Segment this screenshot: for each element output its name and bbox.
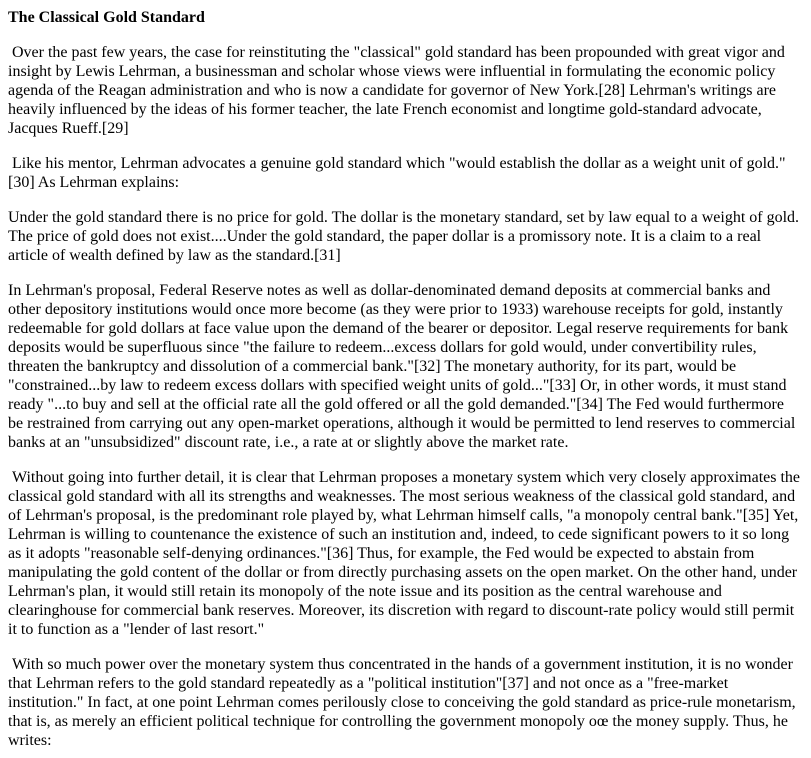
paragraph-proposal-details: In Lehrman's proposal, Federal Reserve notes as well as dollar-denominated demand deposits at commercial banks and other depository institutions would once more become (as they were prior to 1933) warehouse receipts for gold, instantly redeemable for gold dollars at face value upon the demand of the bearer or depositor. Legal reserve requirements for bank deposits would be superfluous since "the failure to redeem...excess dollars for gold would, under convertibility rules, threaten the bankruptcy and dissolution of a commercial bank."[32] The monetary authority, for its part, would be "constrained...by law to redeem excess dollars with specified weight units of gold..."[33] Or, in other words, it must stand ready "...to buy and sell at the official rate all the gold offered or all the gold demanded."[34] The Fed would furthermore be restrained from carrying out any open-market operations, although it would be permitted to lend reserves to commercial banks at an "unsubsidized" discount rate, i.e., a rate at or slightly above the market rate. bbox=[8, 282, 796, 451]
section-heading: The Classical Gold Standard bbox=[8, 9, 205, 26]
paragraph-intro-lehrman: Over the past few years, the case for reinstituting the "classical" gold standard has been propounded with great vigor and insight by Lewis Lehrman, a businessman and scholar whose views were influential in formulating the economic policy agenda of the Reagan administration and who is now a candidate for governor of New York.[28] Lehrman's writings are heavily influenced by the ideas of his former teacher, the late French economist and longtime gold-standard advocate, Jacques Rueff.[29] bbox=[8, 44, 785, 137]
document-page bbox=[8, 8, 803, 750]
paragraph-mentor: Like his mentor, Lehrman advocates a genuine gold standard which "would establish the dollar as a weight unit of gold."[30] As Lehrman explains: bbox=[8, 155, 786, 191]
paragraph-assessment: Without going into further detail, it is clear that Lehrman proposes a monetary system which very closely approximates the classical gold standard with all its strengths and weaknesses. The most serious weakness of the classical gold standard, and of Lehrman's proposal, is the predominant role played by, what Lehrman himself calls, "a monopoly central bank."[35] Yet, Lehrman is willing to countenance the existence of such an institution and, indeed, to cede significant powers to it so long as it adopts "reasonable self-denying ordinances."[36] Thus, for example, the Fed would be expected to abstain from manipulating the gold content of the dollar or from directly purchasing assets on the open market. On the other hand, under Lehrman's plan, it would still retain its monopoly of the note issue and its position as the central warehouse and clearinghouse for commercial bank reserves. Moreover, its discretion with regard to discount-rate policy would still permit it to function as a "lender of last resort." bbox=[8, 469, 801, 638]
paragraph-lehrman-quote: Under the gold standard there is no price for gold. The dollar is the monetary standard, set by law equal to a weight of gold. The price of gold does not exist....Under the gold standard, the paper dollar is a promissory note. It is a claim to a real article of wealth defined by law as the standard.[31] bbox=[8, 209, 800, 264]
article bbox=[8, 8, 803, 750]
paragraph-political-institution: With so much power over the monetary system thus concentrated in the hands of a government institution, it is no wonder that Lehrman refers to the gold standard repeatedly as a "political institution"[37] and not once as a "free-market institution." In fact, at one point Lehrman comes perilously close to conceiving the gold standard as price-rule monetarism, that is, as merely an efficient political technique for controlling the government monopoly oœ the money supply. Thus, he writes: bbox=[8, 656, 796, 749]
